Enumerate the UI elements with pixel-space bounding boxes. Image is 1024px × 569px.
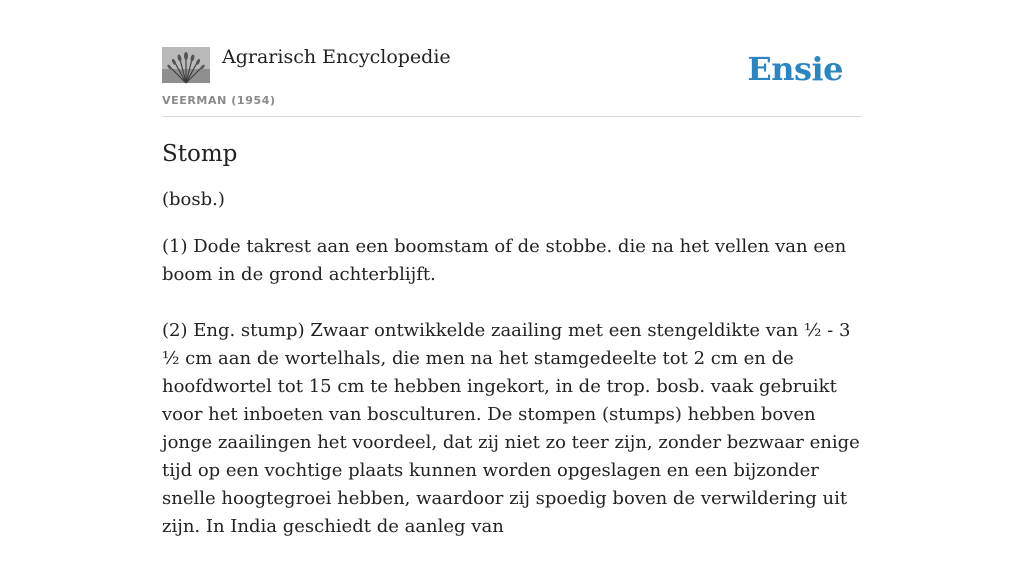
page-title: Stomp (162, 141, 238, 167)
wheat-ears-illustration-icon[interactable] (162, 47, 210, 83)
brand-logo-link[interactable]: Ensie (747, 50, 843, 88)
category-label: (bosb.) (162, 189, 225, 210)
article-content (162, 136, 864, 569)
author-line: VEERMAN (1954) (162, 94, 276, 107)
page-header (162, 40, 862, 117)
definition-paragraph-2: (2) Eng. stump) Zwaar ontwikkelde zaailing met een stengeldikte van ½ - 3 ½ cm aan de wortelhals, die men na het stamgedeelte tot 2 cm en de hoofdwortel tot 15 cm te hebben ingekort, in de trop. bosb. vaak gebruikt voor het inboeten van bosculturen. De stompen (stumps) hebben boven jonge zaailingen het voordeel, dat zij niet zo teer zijn, zonder bezwaar enige tijd op een vochtige plaats kunnen worden opgeslagen en een bijzonder snelle hoogtegroei hebben, waardoor zij spoedig boven de verwildering uit zijn. In India geschiedt de aanleg van (162, 320, 860, 537)
definition-paragraph-1: (1) Dode takrest aan een boomstam of de stobbe. die na het vellen van een boom in de grond achterblijft. (162, 236, 847, 285)
book-title[interactable]: Agrarisch Encyclopedie (222, 46, 451, 68)
